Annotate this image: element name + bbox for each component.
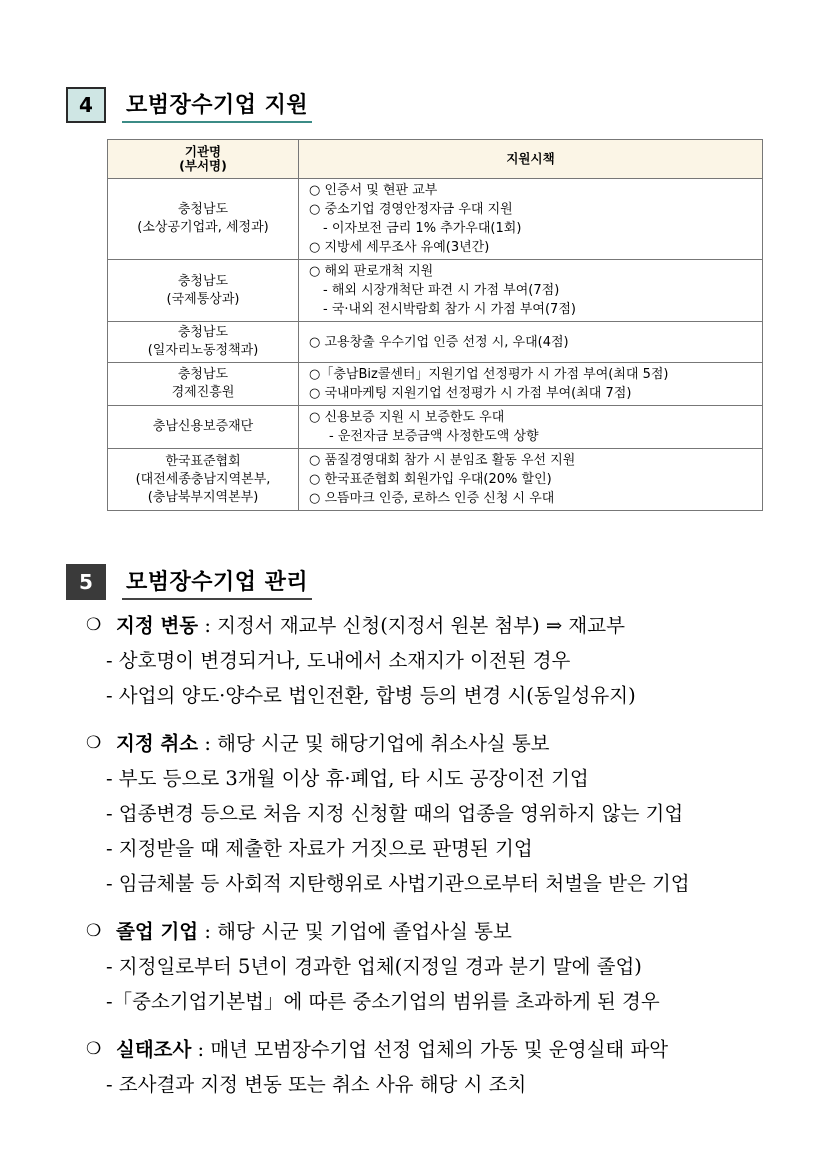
management-subitem: - 부도 등으로 3개월 이상 휴·폐업, 타 시도 공장이전 기업 [106,767,589,790]
policy-item: ○ 한국표준협회 회원가입 우대(20% 할인) [309,472,552,487]
org-name-line: 충남신용보증재단 [152,419,254,434]
policy-item: ○ 고용창출 우수기업 인증 선정 시, 우대(4점) [309,334,569,350]
header-org: 기관명 (부서명) [108,140,299,179]
management-item [86,608,786,643]
policy-item: ○ 품질경영대회 참가 시 분임조 활동 우선 지원 [309,453,576,468]
section-number-badge: 5 [66,564,106,600]
policy-cell [299,449,763,511]
policy-item: - 해외 시장개척단 파견 시 가점 부여(7점) [323,283,560,298]
management-subitem: -「중소기업기본법」에 따른 중소기업의 범위를 초과하게 된 경우 [106,990,660,1013]
management-item [86,1032,786,1067]
management-desc: : 해당 시군 및 해당기업에 취소사실 통보 [198,732,550,755]
org-cell [108,260,299,322]
table-body [108,179,763,511]
management-subitem: - 지정일로부터 5년이 경과한 업체(지정일 경과 분기 말에 졸업) [106,955,642,978]
management-key: 지정 취소 [116,732,199,755]
section-title: 모범장수기업 관리 [122,565,312,600]
org-cell [108,363,299,406]
org-name-line: 충청남도 [177,367,229,382]
policy-item: ○ 중소기업 경영안정자금 우대 지원 [309,202,513,217]
policy-cell [299,406,763,449]
circle-bullet-icon: ❍ [86,733,102,753]
management-subitem: - 상호명이 변경되거나, 도내에서 소재지가 이전된 경우 [106,649,571,672]
org-name-line: (국제통상과) [166,291,240,307]
management-subitem: - 임금체불 등 사회적 지탄행위로 사법기관으로부터 처벌을 받은 기업 [106,872,690,895]
org-name-line: 한국표준협회 [165,453,241,469]
table-row [108,449,763,511]
policy-cell [299,260,763,322]
table-row [108,406,763,449]
management-subitem: - 지정받을 때 제출한 자료가 거짓으로 판명된 기업 [106,837,533,860]
policy-item: - 이자보전 금리 1% 추가우대(1회) [323,221,522,236]
policy-item: ○ 지방세 세무조사 유예(3년간) [309,240,490,255]
management-desc: : 매년 모범장수기업 선정 업체의 가동 및 운영실태 파악 [191,1038,669,1061]
org-name-line: 충청남도 [177,273,229,289]
management-list [86,608,786,1115]
org-name-line: (일자리노동정책과) [147,343,259,358]
policy-item: - 운전자금 보증금액 사정한도액 상향 [329,429,539,444]
policy-item: ○「충남Biz콜센터」지원기업 선정평가 시 가점 부여(최대 5점) [309,367,669,382]
org-name-line: (충남북부지역본부) [147,489,259,505]
management-subitem: - 사업의 양도·양수로 법인전환, 합병 등의 변경 시(동일성유지) [106,684,636,707]
policy-item: ○ 해외 판로개척 지원 [309,264,434,279]
management-key: 실태조사 [116,1038,192,1061]
management-item [86,726,786,761]
org-name-line: 경제진흥원 [171,385,235,400]
table-row [108,363,763,406]
management-subitem: - 업종변경 등으로 처음 지정 신청할 때의 업종을 영위하지 않는 기업 [106,802,684,825]
section-title: 모범장수기업 지원 [122,88,312,123]
management-group [86,914,786,1019]
management-desc: : 해당 시군 및 기업에 졸업사실 통보 [198,920,512,943]
org-cell [108,406,299,449]
section-number-badge: 4 [66,87,106,123]
circle-bullet-icon: ❍ [86,1039,102,1059]
management-desc: : 지정서 재교부 신청(지정서 원본 첨부) ⇒ 재교부 [198,614,625,637]
policy-cell [299,363,763,406]
section-4-header [66,87,312,123]
header-policy: 지원시책 [299,140,763,179]
policy-item: ○ 신용보증 지원 시 보증한도 우대 [309,410,505,425]
table-row [108,322,763,363]
policy-cell [299,179,763,260]
org-name-line: (소상공기업과, 세정과) [137,220,269,235]
policy-item: ○ 으뜸마크 인증, 로하스 인증 신청 시 우대 [309,491,555,506]
management-key: 지정 변동 [116,614,199,637]
management-group [86,1032,786,1102]
management-group [86,726,786,901]
management-group [86,608,786,713]
circle-bullet-icon: ❍ [86,921,102,941]
org-cell [108,449,299,511]
management-item [86,914,786,949]
table-row [108,179,763,260]
circle-bullet-icon: ❍ [86,615,102,635]
org-name-line: (대전세종충남지역본부, [135,471,271,487]
policy-item: - 국·내외 전시박람회 참가 시 가점 부여(7점) [323,302,576,317]
support-policy-table [107,139,763,511]
org-cell [108,179,299,260]
table-row [108,260,763,322]
table-header-row [108,140,763,179]
org-name-line: 충청남도 [177,325,229,340]
policy-cell [299,322,763,363]
management-key: 졸업 기업 [116,920,199,943]
section-5-header [66,564,312,600]
management-subitem: - 조사결과 지정 변동 또는 취소 사유 해당 시 조치 [106,1073,527,1096]
policy-item: ○ 인증서 및 현판 교부 [309,183,438,198]
org-cell [108,322,299,363]
org-name-line: 충청남도 [177,202,229,217]
policy-item: ○ 국내마케팅 지원기업 선정평가 시 가점 부여(최대 7점) [309,386,632,401]
